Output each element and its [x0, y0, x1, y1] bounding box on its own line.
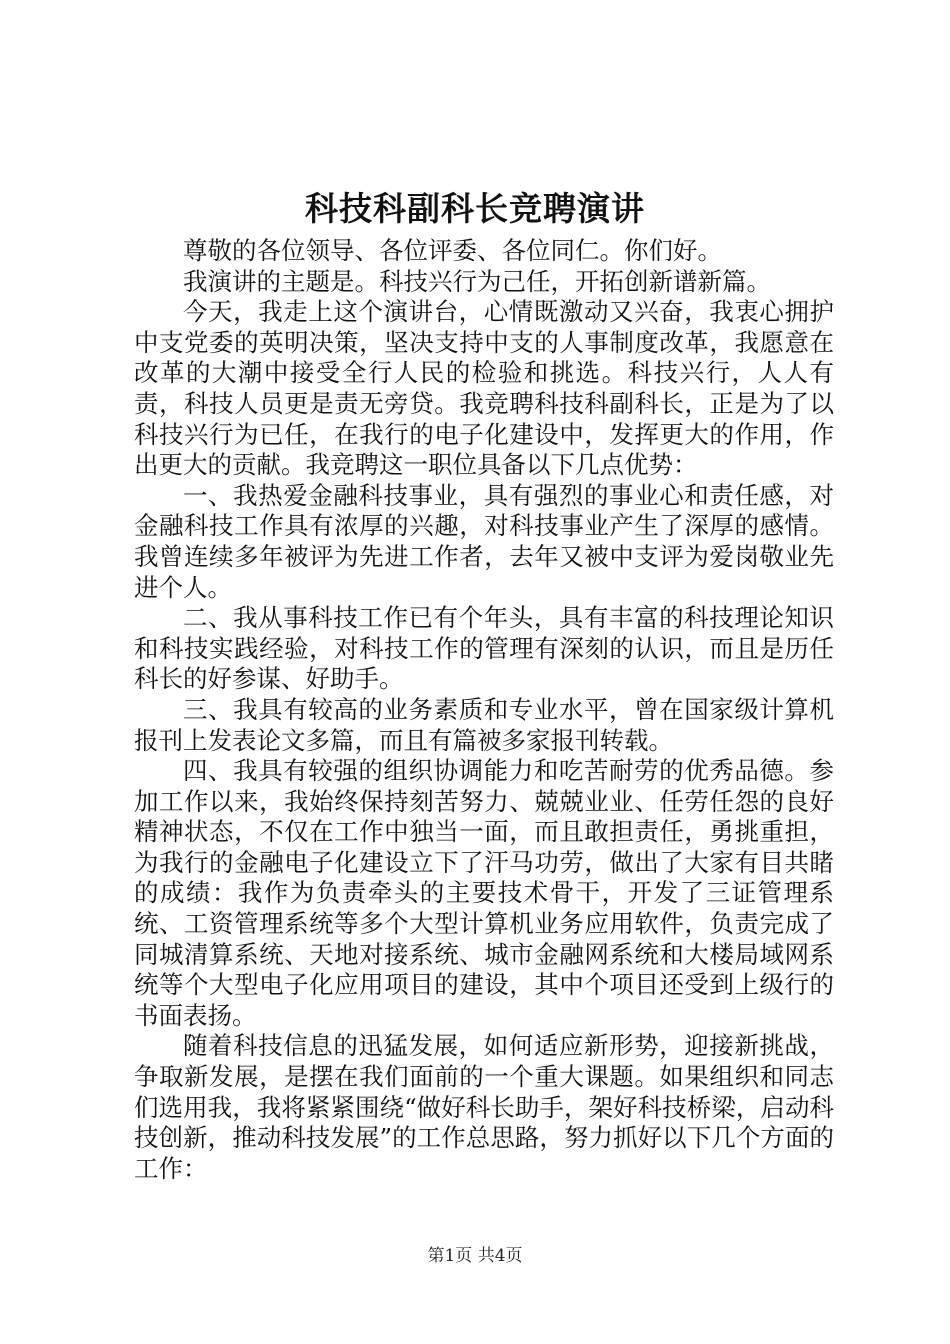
- paragraph-theme: 我演讲的主题是。科技兴行为己任，开拓创新谱新篇。: [183, 266, 771, 296]
- paragraph-greeting: 尊敬的各位领导、各位评委、各位同仁。你们好。: [183, 236, 722, 265]
- document-title: 科技科副科长竞聘演讲: [305, 189, 645, 228]
- paragraph-advantage-4: 四、我具有较强的组织协调能力和吃苦耐劳的优秀品德。参加工作以来，我始终保持刻苦努力、兢兢业业、任劳任怨的良好精神状态，不仅在工作中独当一面，而且敢担责任，勇挑重担，为我行的金融电子化建设立下了汗马功劳，做出了大家有目共睹的成绩：我作为负责牵头的主要技术骨干，开发了三证管理系统、工资管理系统等多个大型计算机业务应用软件，负责完成了同城清算系统、天地对接系统、城市金融网系统和大楼局域网系统等个大型电子化应用项目的建设，其中个项目还受到上级行的书面表扬。: [134, 756, 834, 1030]
- paragraph-plan: 随着科技信息的迅猛发展，如何适应新形势，迎接新挑战，争取新发展，是摆在我们面前的一个重大课题。如果组织和同志们选用我，我将紧紧围绕“做好科长助手，架好科技桥梁，启动科技创新，推动科技发展”的工作总思路，努力抓好以下几个方面的工作：: [134, 1031, 834, 1183]
- paragraph-intro: 今天，我走上这个演讲台，心情既激动又兴奋，我衷心拥护中支党委的英明决策，坚决支持中支的人事制度改革，我愿意在改革的大潮中接受全行人民的检验和挑选。科技兴行，人人有责，科技人员更是责无旁贷。我竞聘科技科副科长，正是为了以科技兴行为已任，在我行的电子化建设中，发挥更大的作用，作出更大的贡献。我竞聘这一职位具备以下几点优势：: [134, 297, 834, 480]
- page-number-footer: 第1页 共4页: [427, 1246, 523, 1266]
- document-body: [134, 236, 834, 1184]
- paragraph-advantage-3: 三、我具有较高的业务素质和专业水平，曾在国家级计算机报刊上发表论文多篇，而且有篇被多家报刊转载。: [134, 694, 834, 755]
- paragraph-advantage-2: 二、我从事科技工作已有个年头，具有丰富的科技理论知识和科技实践经验，对科技工作的管理有深刻的认识，而且是历任科长的好参谋、好助手。: [134, 603, 834, 694]
- paragraph-advantage-1: 一、我热爱金融科技事业，具有强烈的事业心和责任感，对金融科技工作具有浓厚的兴趣，对科技事业产生了深厚的感情。我曾连续多年被评为先进工作者，去年又被中支评为爱岗敬业先进个人。: [134, 480, 834, 602]
